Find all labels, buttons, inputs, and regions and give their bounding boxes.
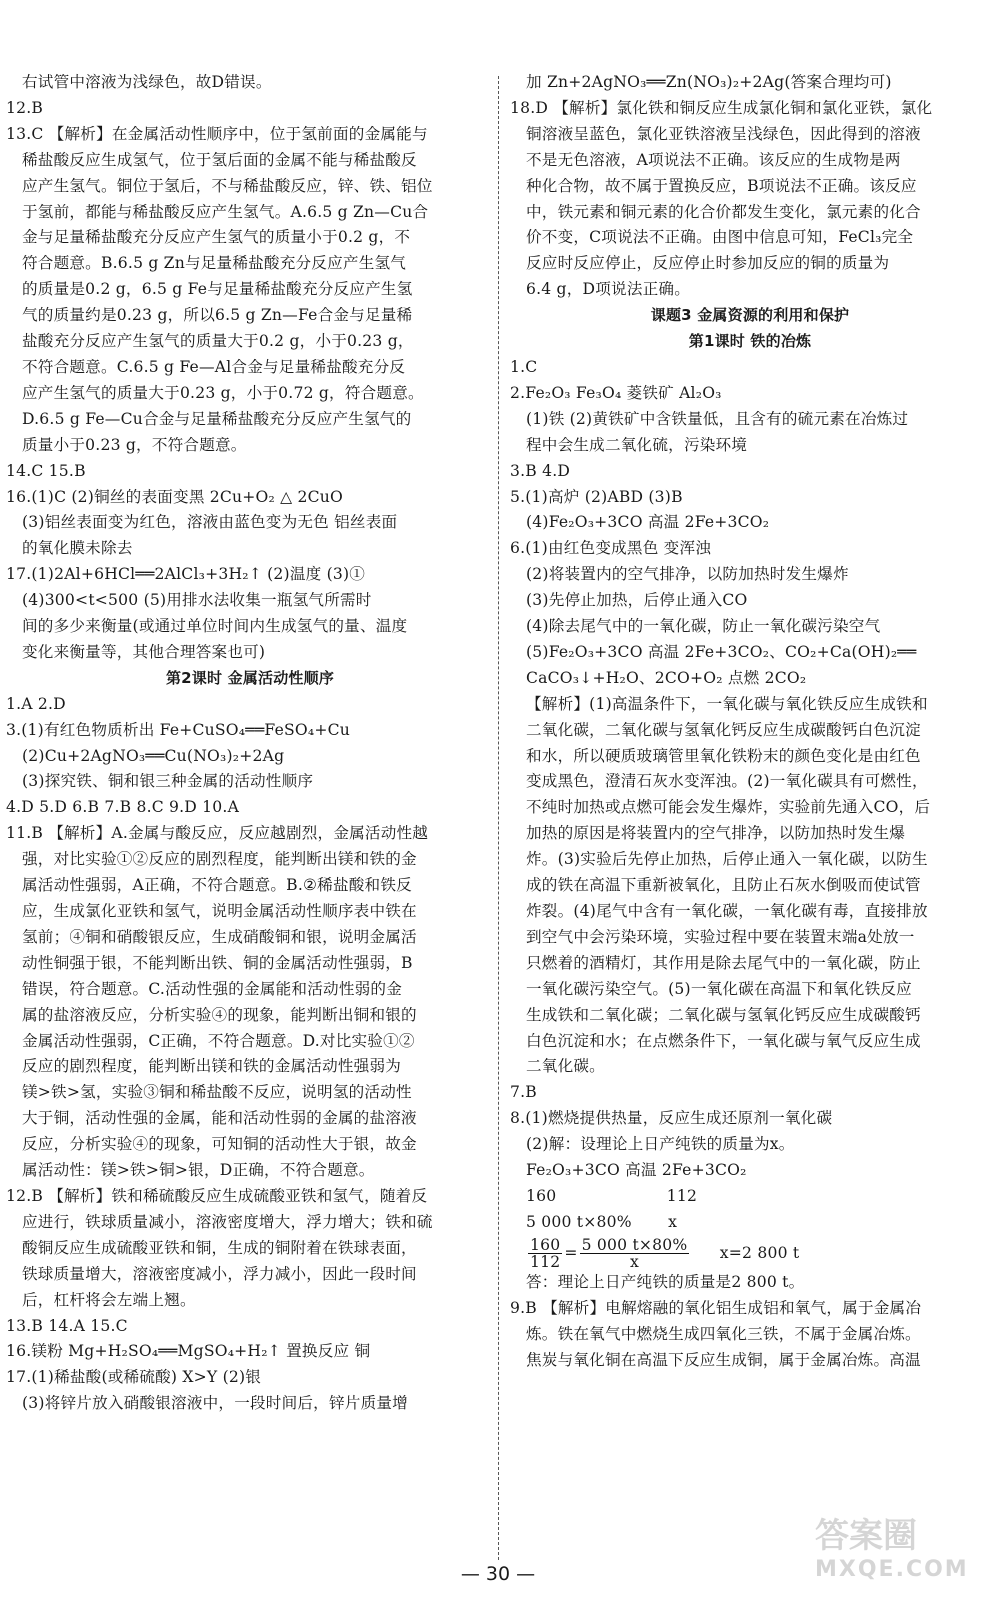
text-line: (3)先停止加热，后停止通入CO xyxy=(526,591,748,610)
text-line: 价不变，C项说法不正确。由图中信息可知，FeCl₃完全 xyxy=(526,228,914,247)
text-line: 炸裂。(4)尾气中含有一氧化碳，一氧化碳有毒，直接排放 xyxy=(526,902,928,920)
text-line: 应产生氢气。铜位于氢后，不与稀盐酸反应，锌、铁、铝位 xyxy=(22,176,433,195)
text-line: (4)Fe₂O₃+3CO 高温 2Fe+3CO₂ xyxy=(526,513,770,532)
answer-line: 3.B 4.D xyxy=(510,461,571,480)
text-line: (3)将锌片放入硝酸银溶液中，一段时间后，锌片质量增 xyxy=(22,1394,408,1413)
text-line: 一氧化碳污染空气。(5)一氧化碳在高温下和氧化铁反应 xyxy=(526,979,912,998)
answer-line: 14.C 15.B xyxy=(6,461,86,480)
text-line: 变化来衡量等，其他合理答案也可) xyxy=(22,642,266,661)
text-line: 氢前；④铜和硝酸银反应，生成硝酸铜和银，说明金属活 xyxy=(22,927,417,946)
text-line: 铜溶液呈蓝色，氯化亚铁溶液呈浅绿色，因此得到的溶液 xyxy=(526,124,921,143)
text-line: 镁>铁>氢，实验③铜和稀盐酸不反应，说明氢的活动性 xyxy=(22,1083,412,1102)
text-line: (1)铁 (2)黄铁矿中含铁量低，且含有的硫元素在冶炼过 xyxy=(526,409,909,428)
text-line: 中，铁元素和铜元素的化合价都发生变化，氯元素的化合 xyxy=(526,202,921,221)
answer-line: 7.B xyxy=(510,1083,537,1102)
answer-line: 13.B 14.A 15.C xyxy=(6,1316,128,1335)
denominator: x xyxy=(630,1253,640,1272)
text-line: 应，生成氯化亚铁和氢气，说明金属活动性顺序表中铁在 xyxy=(22,902,417,920)
answer-line: 1.C xyxy=(510,357,538,376)
answer-line: 17.(1)2Al+6HCl══2AlCl₃+3H₂↑ (2)温度 (3)① xyxy=(6,565,366,584)
answer-line: 11.B 【解析】A.金属与酸反应，反应越剧烈，金属活动性越 xyxy=(6,824,429,843)
text-line: 属活动性强弱，A正确，不符合题意。B.②稀盐酸和铁反 xyxy=(22,876,412,895)
text-line: (3)探究铁、铜和银三种金属的活动性顺序 xyxy=(22,772,314,791)
text-line: 右试管中溶液为浅绿色，故D错误。 xyxy=(22,73,272,91)
text-line: 大于铜，活动性强的金属，能和活动性弱的金属的盐溶液 xyxy=(22,1109,417,1128)
text-line: 焦炭与氧化铜在高温下反应生成铜，属于金属冶炼。高温 xyxy=(526,1351,921,1369)
answer-line: 5.(1)高炉 (2)ABD (3)B xyxy=(510,487,683,506)
answer-line: 13.C 【解析】在金属活动性顺序中，位于氢前面的金属能与 xyxy=(6,124,428,143)
text-line: 到空气中会污染环境，实验过程中要在装置末端a处放一 xyxy=(526,927,915,946)
text-line: 成的铁在高温下重新被氧化，且防止石灰水倒吸而使试管 xyxy=(526,876,921,895)
right-column xyxy=(510,70,990,1374)
text-line: 铁球质量增大，溶液密度减小，浮力减小，因此一段时间 xyxy=(22,1264,417,1283)
text-line: 金与足量稀盐酸充分反应产生氢气的质量小于0.2 g，不 xyxy=(22,228,411,247)
proportion-line: $\frac{160}{112}$ = $\frac{5 000 t\times 80\%}{x}$ x=2 800 t xyxy=(530,1236,800,1272)
text-line: 反应时反应停止，反应停止时参加反应的铜的质量为 xyxy=(526,254,890,273)
text-line: 和水，所以硬质玻璃管里氧化铁粉末的颜色变化是由红色 xyxy=(526,746,921,765)
text-line: 后，杠杆将会左端上翘。 xyxy=(22,1290,196,1309)
answer-line: 17.(1)稀盐酸(或稀硫酸) X>Y (2)银 xyxy=(6,1368,262,1387)
watermark-text: 答案圈 xyxy=(815,1516,917,1556)
fraction xyxy=(528,1237,562,1270)
text-line: 质量小于0.23 g，不符合题意。 xyxy=(22,435,247,454)
text-line: 只燃着的酒精灯，其作用是除去尾气中的一氧化碳，防止 xyxy=(526,953,921,972)
text-line: 二氧化碳，二氧化碳与氢氧化钙反应生成碳酸钙白色沉淀 xyxy=(526,720,921,739)
text-line: 炸。(3)实验后先停止加热，后停止通入一氧化碳，以防生 xyxy=(526,850,928,869)
page-number: — 30 — xyxy=(460,1563,536,1585)
text-line: 不纯时加热或点燃可能会发生爆炸，实验前先通入CO，后 xyxy=(526,798,931,817)
text-line: 的质量是0.2 g，6.5 g Fe与足量稀盐酸充分反应产生氢 xyxy=(22,280,413,299)
calc-line xyxy=(510,1210,990,1236)
subsection-heading: 第1课时 铁的冶炼 xyxy=(688,332,812,351)
answer-line: 8.(1)燃烧提供热量，反应生成还原剂一氧化碳 xyxy=(510,1109,833,1128)
watermark-logo xyxy=(815,1508,985,1588)
text-line: 气的质量约是0.23 g，所以6.5 g Zn—Fe合金与足量稀 xyxy=(22,306,413,325)
text-line: 不符合题意。C.6.5 g Fe—Al合金与足量稀盐酸充分反 xyxy=(22,357,406,376)
text-line: (2)解：设理论上日产纯铁的质量为x。 xyxy=(526,1135,795,1154)
text-line: 反应，分析实验④的现象，可知铜的活动性大于银，故金 xyxy=(22,1135,417,1154)
text-line: (4)除去尾气中的一氧化碳，防止一氧化碳污染空气 xyxy=(526,617,881,636)
answer-line: 16.(1)C (2)铜丝的表面变黑 2Cu+O₂ △ 2CuO xyxy=(6,487,343,506)
answer-line: 16.镁粉 Mg+H₂SO₄══MgSO₄+H₂↑ 置换反应 铜 xyxy=(6,1342,371,1361)
text-line: 加 Zn+2AgNO₃══Zn(NO₃)₂+2Ag(答案合理均可) xyxy=(526,73,892,91)
text-line: 于氢前，都能与稀盐酸反应产生氢气。A.6.5 g Zn—Cu合 xyxy=(22,202,429,221)
text-line: 强，对比实验①②反应的剧烈程度，能判断出镁和铁的金 xyxy=(22,850,417,869)
text-line: 金属活动性强弱，C正确，不符合题意。D.对比实验①② xyxy=(22,1031,415,1050)
text-line: (2)Cu+2AgNO₃══Cu(NO₃)₂+2Ag xyxy=(22,746,285,765)
text-line: 6.4 g，D项说法正确。 xyxy=(526,280,690,299)
watermark-url: MXQE.COM xyxy=(815,1557,969,1582)
text-line: (2)将装置内的空气排净，以防加热时发生爆炸 xyxy=(526,565,849,584)
answer-line: 1.A 2.D xyxy=(6,694,66,713)
text-line: 不是无色溶液，A项说法不正确。该反应的生成物是两 xyxy=(526,150,901,169)
text-line: 稀盐酸反应生成氢气，位于氢后面的金属不能与稀盐酸反 xyxy=(22,150,417,169)
calc-value: 112 xyxy=(666,1186,698,1205)
answer-line: 18.D 【解析】氯化铁和铜反应生成氯化铜和氯化亚铁，氯化 xyxy=(510,98,933,117)
calc-value: 160 xyxy=(526,1186,557,1205)
answer-line: 12.B 【解析】铁和稀硫酸反应生成硫酸亚铁和氢气，随着反 xyxy=(6,1186,428,1205)
numerator: 5 000 t×80% xyxy=(581,1236,688,1255)
text-line: 反应的剧烈程度，能判断出镁和铁的金属活动性强弱为 xyxy=(22,1057,402,1076)
answer-line: 4.D 5.D 6.B 7.B 8.C 9.D 10.A xyxy=(6,798,240,817)
text-line: 动性铜强于银，不能判断出铁、铜的金属活动性强弱，B xyxy=(22,953,413,972)
text-line: (3)铝丝表面变为红色，溶液由蓝色变为无色 铝丝表面 xyxy=(22,513,398,532)
text-line: 符合题意。B.6.5 g Zn与足量稀盐酸充分反应产生氢气 xyxy=(22,254,407,273)
text-line: (5)Fe₂O₃+3CO 高温 2Fe+3CO₂、CO₂+Ca(OH)₂══ xyxy=(526,642,917,661)
column-divider xyxy=(498,76,499,1560)
calc-line xyxy=(510,1184,990,1210)
text-line: 二氧化碳。 xyxy=(526,1057,605,1076)
text-line: 加热的原因是将装置内的空气排净，以防加热时发生爆 xyxy=(526,824,906,843)
denominator: 112 xyxy=(530,1253,561,1272)
numerator: 160 xyxy=(530,1236,561,1255)
text-line: 酸铜反应生成硫酸亚铁和铜，生成的铜附着在铁球表面， xyxy=(22,1238,417,1257)
equation-line: Fe₂O₃+3CO 高温 2Fe+3CO₂ xyxy=(526,1161,747,1180)
text-line: 错误，符合题意。C.活动性强的金属能和活动性弱的金 xyxy=(22,979,402,998)
text-line: 应产生氢气的质量大于0.23 g，小于0.72 g，符合题意。 xyxy=(22,383,424,402)
text-line: 的氧化膜未除去 xyxy=(22,539,133,558)
answer-line: 2.Fe₂O₃ Fe₃O₄ 菱铁矿 Al₂O₃ xyxy=(510,383,722,402)
text-line: 盐酸充分反应产生氢气的质量大于0.2 g，小于0.23 g， xyxy=(22,332,414,351)
answer-line: 9.B 【解析】电解熔融的氧化铝生成铝和氧气，属于金属冶 xyxy=(510,1299,922,1318)
calc-value: 5 000 t×80% xyxy=(526,1212,632,1231)
calc-value: x xyxy=(668,1212,678,1231)
text-line: (4)300<t<500 (5)用排水法收集一瓶氢气所需时 xyxy=(22,591,372,610)
fraction xyxy=(580,1237,690,1270)
text-line: 炼。铁在氧气中燃烧生成四氧化三铁，不属于金属冶炼。 xyxy=(526,1325,921,1344)
answer-line: 6.(1)由红色变成黑色 变浑浊 xyxy=(510,539,712,558)
text-line: D.6.5 g Fe—Cu合金与足量稀盐酸充分反应产生氢气的 xyxy=(22,409,412,428)
text-line: CaCO₃↓+H₂O、2CO+O₂ 点燃 2CO₂ xyxy=(526,668,807,687)
answer-line: 12.B xyxy=(6,98,44,117)
left-column xyxy=(6,70,494,1417)
text-line: 属活动性：镁>铁>铜>银，D正确，不符合题意。 xyxy=(22,1161,375,1180)
section-heading: 第2课时 金属活动性顺序 xyxy=(165,668,335,687)
text-line: 间的多少来衡量(或通过单位时间内生成氢气的量、温度 xyxy=(22,617,408,636)
text-line: 生成铁和二氧化碳；二氧化碳与氢氧化钙反应生成碳酸钙 xyxy=(526,1005,921,1024)
analysis-line: 【解析】(1)高温条件下，一氧化碳与氧化铁反应生成铁和 xyxy=(526,694,928,713)
text-line: 应进行，铁球质量减小，溶液密度增大，浮力增大；铁和硫 xyxy=(22,1212,433,1231)
text-line: 种化合物，故不属于置换反应，B项说法不正确。该反应 xyxy=(526,176,917,195)
text-line: 变成黑色，澄清石灰水变浑浊。(2)一氧化碳具有可燃性， xyxy=(526,772,928,791)
result: x=2 800 t xyxy=(719,1243,800,1262)
section-heading: 课题3 金属资源的利用和保护 xyxy=(650,306,850,325)
text-line: 白色沉淀和水；在点燃条件下，一氧化碳与氧气反应生成 xyxy=(526,1031,921,1050)
text-line: 属的盐溶液反应，分析实验④的现象，能判断出铜和银的 xyxy=(22,1005,417,1024)
text-line: 程中会生成二氧化硫，污染环境 xyxy=(526,435,748,454)
answer-line: 3.(1)有红色物质析出 Fe+CuSO₄══FeSO₄+Cu xyxy=(6,720,350,739)
text-line: 答：理论上日产纯铁的质量是2 800 t。 xyxy=(526,1273,805,1292)
